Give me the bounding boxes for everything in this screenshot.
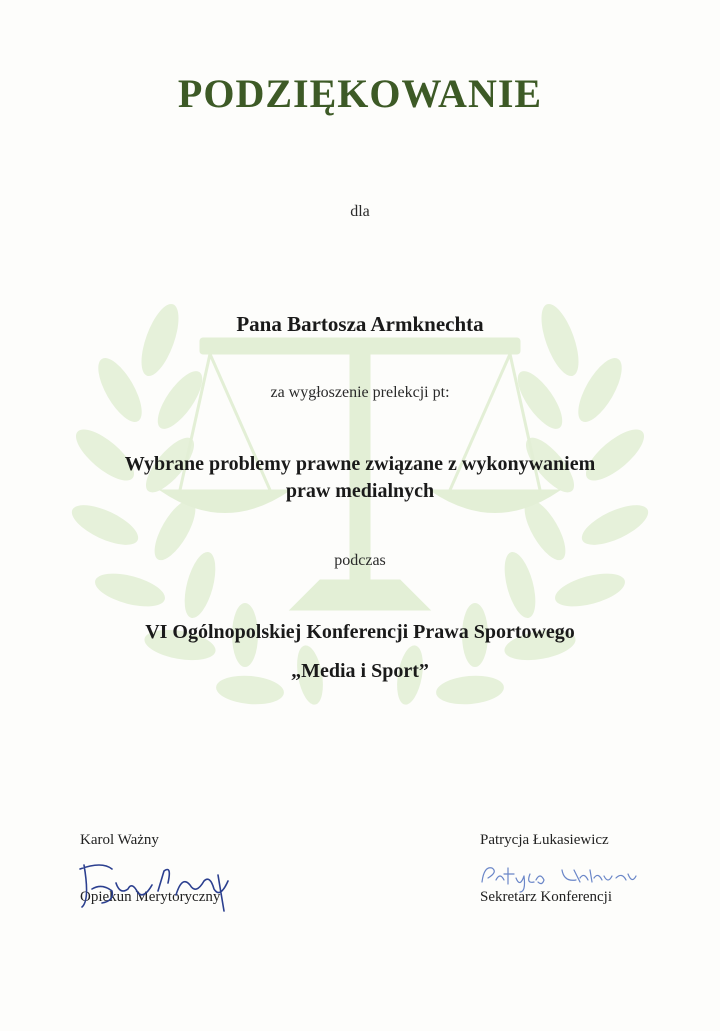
reason-text: za wygłoszenie prelekcji pt: bbox=[270, 384, 450, 401]
signatory-left-name: Karol Ważny bbox=[80, 832, 159, 848]
during-label: podczas bbox=[334, 552, 386, 569]
signatory-left-role: Opiekun Merytoryczny bbox=[80, 889, 221, 905]
talk-title-line-2: praw medialnych bbox=[285, 480, 435, 502]
signatory-right-role: Sekretarz Konferencji bbox=[480, 889, 613, 905]
signature-right bbox=[476, 858, 646, 894]
conference-name-line-2: „Media i Sport” bbox=[291, 660, 429, 682]
conference-name-line-1: VI Ogólnopolskiej Konferencji Prawa Sportowego bbox=[145, 621, 575, 643]
recipient-name: Pana Bartosza Armknechta bbox=[236, 312, 484, 336]
signature-left bbox=[72, 855, 242, 915]
certificate-title: PODZIĘKOWANIE bbox=[177, 71, 543, 116]
for-label: dla bbox=[350, 203, 370, 220]
talk-title-line-1: Wybrane problemy prawne związane z wykonywaniem bbox=[124, 453, 596, 475]
signatory-right-name: Patrycja Łukasiewicz bbox=[480, 832, 609, 848]
